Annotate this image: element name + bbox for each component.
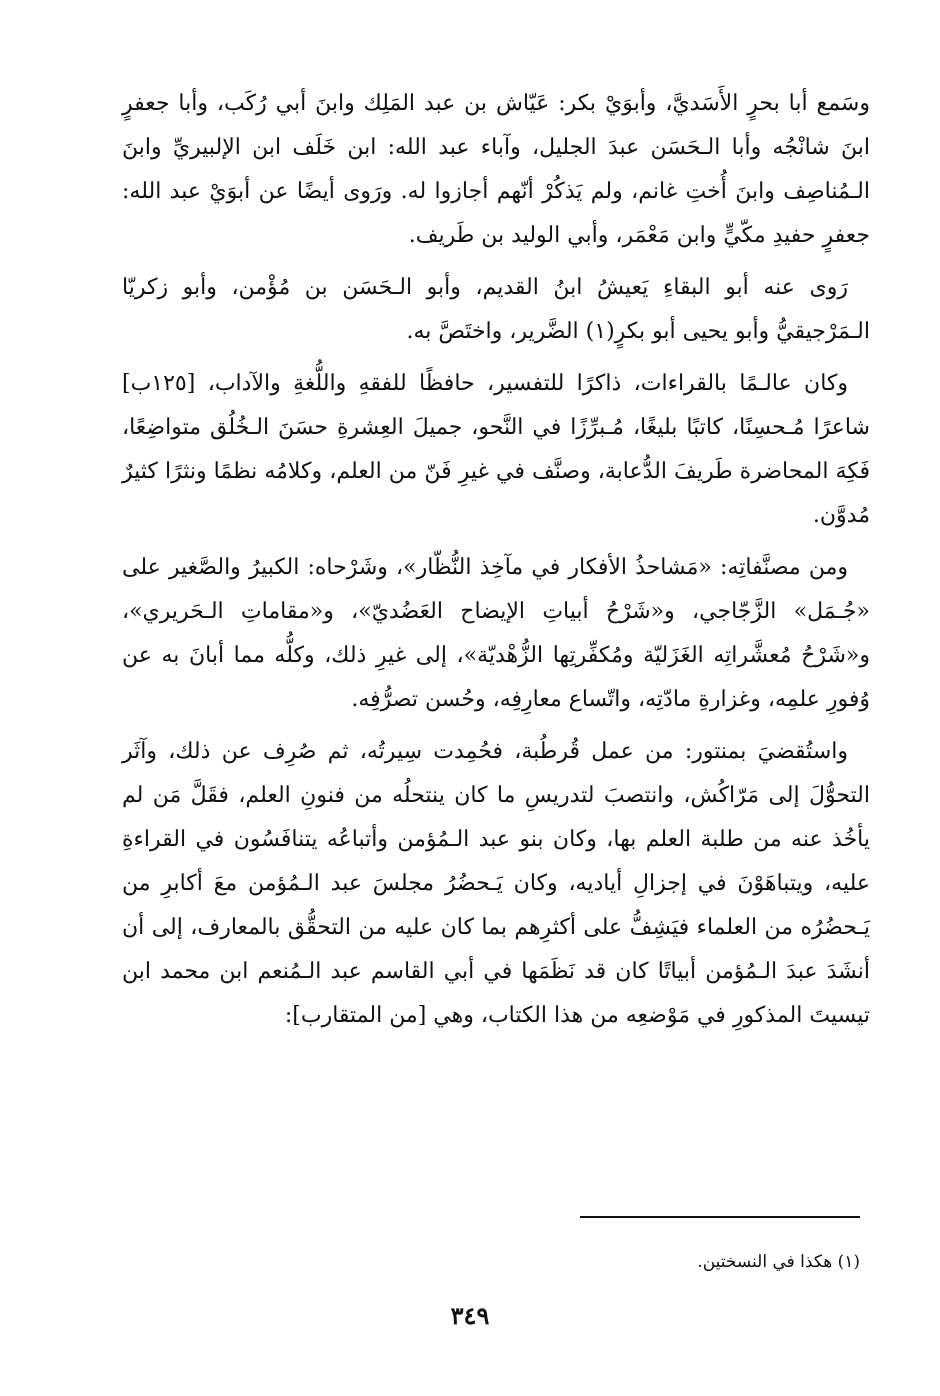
main-text (122, 82, 870, 1038)
footnote: (١) هكذا في النسختين. (697, 1252, 860, 1272)
paragraph-career: واستُقضيَ بمنتور: من عمل قُرطُبة، فحُمِدت سِيرتُه، ثم صُرِف عن ذلك، وآثَر التحوُّلَ إلى مَرّاكُش، وانتصبَ لتدريسِ ما كان ينتحلُه من فنونِ العلم، فقَلَّ مَن لم يأخُذ عنه من طلبة العلم بها، وكان بنو عبد الـمُؤمن وأتباعُه يتنافَسُون في القراءةِ عليه، ويتباهَوْنَ في إجزالِ أياديه، وكان يَـحضُرُ مجلسَ عبد الـمُؤمن معَ أكابرِ من يَـحضُرُه من العلماء فيَشِفُّ على أكثرِهم بما كان عليه من التحقُّق بالمعارف، إلى أن أنشَدَ عبدَ الـمُؤمن أبياتًا كان قد نَظَمَها في أبي القاسم عبد الـمُنعم ابن محمد ابن تيسيتَ المذكورِ في مَوْضعِه من هذا الكتاب، وهي [من المتقارب]: (122, 739, 870, 1028)
paragraph-qualities: وكان عالـمًا بالقراءات، ذاكرًا للتفسير، حافظًا للفقهِ واللُّغةِ والآداب، [١٢٥ب] شاعرًا مُـحسِنًا، كاتبًا بليغًا، مُـبرِّزًا في النَّحو، جميلَ العِشرةِ حسَنَ الـخُلُق متواضِعًا، فَكِهَ المحاضرة طَريفَ الدُّعابة، وصنَّف في غيرِ فَنّ من العلم، وكلامُه نظمًا ونثرًا كثيرٌ مُدوَّن. (122, 371, 870, 528)
paragraph-students: رَوى عنه أبو البقاءِ يَعيشُ ابنُ القديم، وأبو الـحَسَن بن مُؤْمن، وأبو زكريّا الـمَرْجيقيُّ وأبو يحيى أبو بكرٍ(١) الضَّرير، واختَصَّ به. (122, 275, 870, 344)
paragraph-works: ومن مصنَّفاتِه: «مَشاحذُ الأفكار في مآخِذ النُّظّار»، وشَرْحاه: الكبيرُ والصَّغير على «جُـمَل» الزَّجّاجي، و«شَرْحُ أبياتِ الإيضاح العَضُديّ»، و«مقاماتِ الـحَريري»، و«شَرْحُ مُعشَّراتِه الغَزَليّة ومُكفِّرتِها الزُّهْديّة»، إلى غيرِ ذلك، وكلُّه مما أبانَ به عن وُفورِ علمِه، وغزارةِ مادّتِه، واتّساع معارِفِه، وحُسن تصرُّفِه. (122, 555, 870, 712)
paragraph-teachers: وسَمع أبا بحرٍ الأَسَديَّ، وأبوَيْ بكر: عَيّاش بن عبد المَلِك وابنَ أبي رُكَب، وأبا جعفرٍ ابنَ شانْجُه وأبا الـحَسَن عبدَ الجليل، وآباء عبد الله: ابن خَلَف ابن الإلبيريِّ وابنَ الـمُناصِف وابنَ أُختِ غانم، ولم يَذكُرْ أنّهم أجازوا له. ورَوى أيضًا عن أبوَيْ عبد الله: جعفرٍ حفيدِ مكّيٍّ وابن مَعْمَر، وأبي الوليد بن طَريف. (122, 91, 870, 248)
page-number: ٣٤٩ (450, 1301, 490, 1330)
footnote-divider (580, 1216, 860, 1218)
